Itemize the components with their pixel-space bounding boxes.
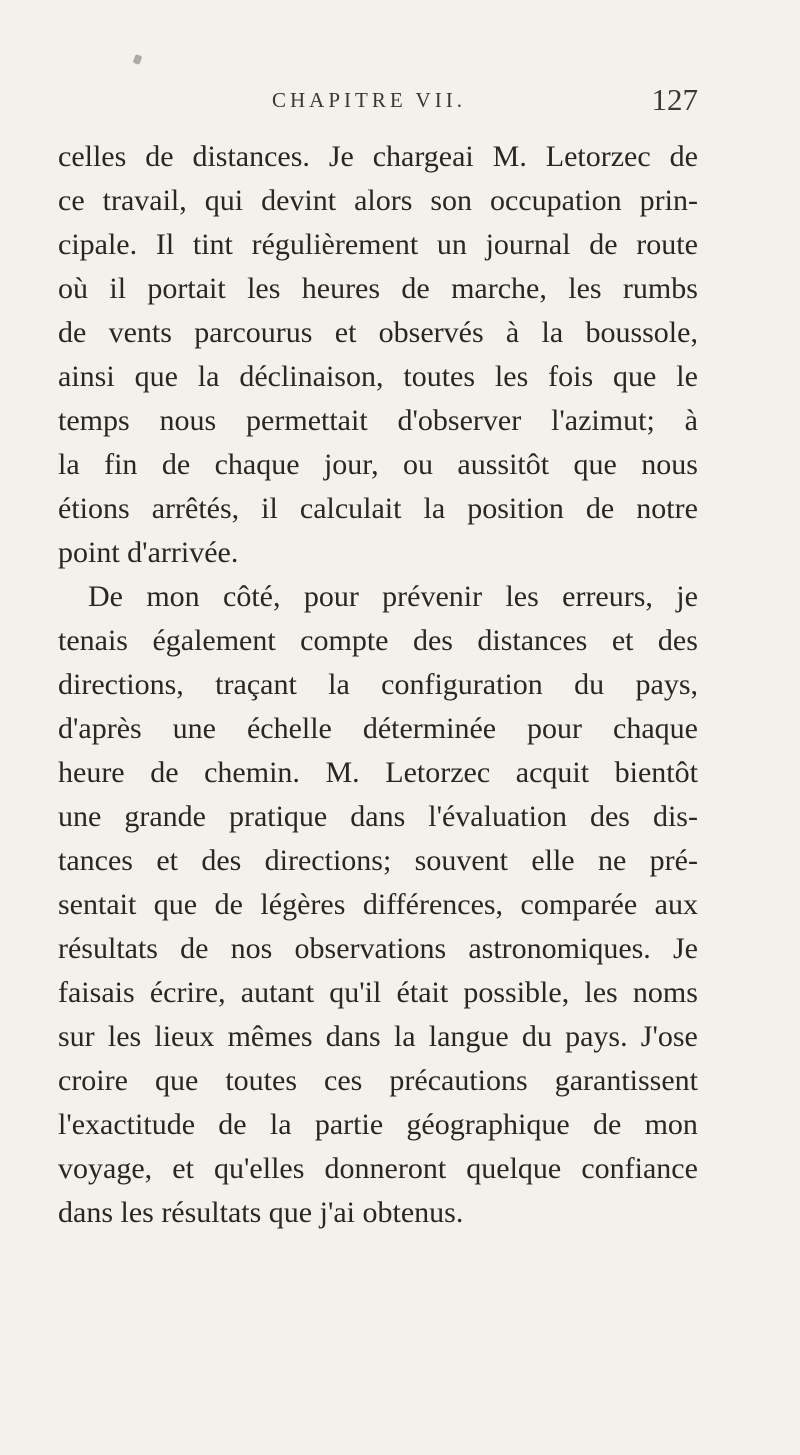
- body-text: [58, 135, 698, 1235]
- text-line: une grande pratique dans l'évaluation des dis-: [58, 800, 698, 833]
- text-line: où il portait les heures de marche, les rumbs: [58, 272, 698, 305]
- text-line: sentait que de légères différences, comparée aux: [58, 888, 698, 921]
- text-line: faisais écrire, autant qu'il était possible, les noms: [58, 976, 698, 1009]
- text-line: résultats de nos observations astronomiques. Je: [58, 932, 698, 965]
- ink-speck: [133, 54, 143, 65]
- text-line: ce travail, qui devint alors son occupation prin-: [58, 184, 698, 217]
- text-line: voyage, et qu'elles donneront quelque confiance: [58, 1152, 698, 1185]
- text-line: de vents parcourus et observés à la boussole,: [58, 316, 698, 349]
- text-line: celles de distances. Je chargeai M. Letorzec de: [58, 140, 698, 173]
- text-line: De mon côté, pour prévenir les erreurs, je: [88, 580, 698, 613]
- text-line: heure de chemin. M. Letorzec acquit bientôt: [58, 756, 698, 789]
- text-line: croire que toutes ces précautions garantissent: [58, 1064, 698, 1097]
- text-line: l'exactitude de la partie géographique de mon: [58, 1108, 698, 1141]
- text-line: tenais également compte des distances et des: [58, 624, 698, 657]
- text-line: sur les lieux mêmes dans la langue du pays. J'ose: [58, 1020, 698, 1053]
- text-line: d'après une échelle déterminée pour chaque: [58, 712, 698, 745]
- text-line: temps nous permettait d'observer l'azimut; à: [58, 404, 698, 437]
- text-line: point d'arrivée.: [58, 536, 239, 569]
- text-line: étions arrêtés, il calculait la position de notre: [58, 492, 698, 525]
- text-line: directions, traçant la configuration du pays,: [58, 668, 698, 701]
- text-line: tances et des directions; souvent elle ne pré-: [58, 844, 698, 877]
- text-line: ainsi que la déclinaison, toutes les fois que le: [58, 360, 698, 393]
- running-head: [58, 82, 698, 124]
- text-line: la fin de chaque jour, ou aussitôt que nous: [58, 448, 698, 481]
- text-line: dans les résultats que j'ai obtenus.: [58, 1196, 464, 1229]
- chapter-title: CHAPITRE VII.: [272, 88, 466, 112]
- text-line: cipale. Il tint régulièrement un journal de route: [58, 228, 698, 261]
- page-number: 127: [651, 82, 698, 117]
